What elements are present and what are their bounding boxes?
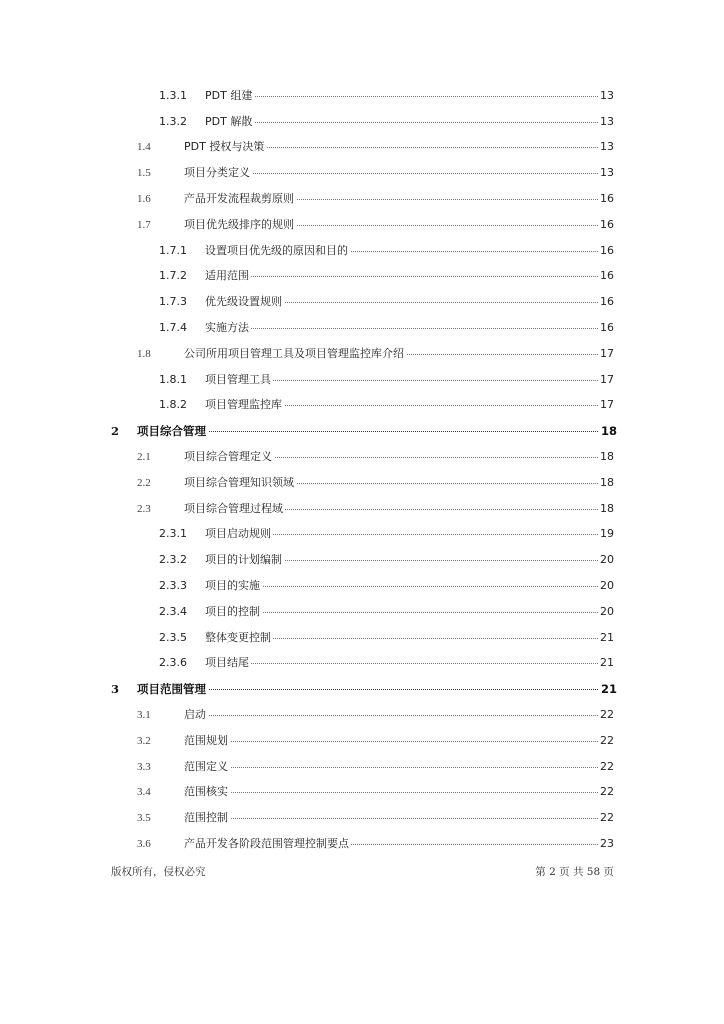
toc-entry-number: 1.7.3 <box>159 295 187 309</box>
toc-entry-title: 范围核实 <box>184 785 228 799</box>
toc-entry-page: 22 <box>600 733 614 747</box>
toc-entry-page: 16 <box>600 295 614 309</box>
toc-entry[interactable] <box>0 651 724 677</box>
toc-entry[interactable] <box>0 135 724 161</box>
toc-entry[interactable] <box>0 676 724 702</box>
toc-entry[interactable] <box>0 418 724 444</box>
toc-entry-page: 18 <box>600 450 614 464</box>
toc-dot-leader <box>150 431 606 432</box>
toc-entry-title: 项目分类定义 <box>184 166 250 180</box>
page-footer <box>0 864 724 878</box>
toc-entry-number: 1.8 <box>137 347 151 360</box>
toc-entry[interactable] <box>0 573 724 599</box>
toc-entry-number: 1.7.2 <box>159 269 187 283</box>
footer-copyright: 版权所有，侵权必究 <box>111 866 206 878</box>
toc-entry-title: 范围规划 <box>184 733 228 747</box>
toc-entry[interactable] <box>0 754 724 780</box>
toc-entry-page: 17 <box>600 372 614 386</box>
toc-entry-number: 2.3.2 <box>159 553 187 567</box>
toc-entry-title: 优先级设置规则 <box>205 295 282 309</box>
toc-entry-title: 项目的计划编制 <box>205 553 282 567</box>
toc-entry-page: 16 <box>600 217 614 231</box>
toc-entry-title: 公司所用项目管理工具及项目管理监控库介绍 <box>184 346 404 360</box>
toc-entry-page: 22 <box>600 759 614 773</box>
toc-entry-number: 2.3.5 <box>159 630 187 644</box>
toc-entry-number: 3.6 <box>137 838 151 850</box>
toc-entry-title: PDT 组建 <box>205 88 253 102</box>
toc-entry-title: PDT 授权与决策 <box>184 140 265 154</box>
toc-entry[interactable] <box>0 547 724 573</box>
toc-dot-leader <box>212 276 606 277</box>
toc-entry-title: 项目管理监控库 <box>205 398 282 412</box>
toc-entry-page: 21 <box>600 656 614 670</box>
toc-entry-page: 16 <box>600 269 614 283</box>
toc-entry-title: PDT 解散 <box>205 114 253 128</box>
toc-entry-number: 1.7 <box>137 218 151 231</box>
toc-dot-leader <box>212 96 606 97</box>
toc-entry-number: 1.3.1 <box>159 88 187 102</box>
toc-entry-title: 项目综合管理知识领域 <box>184 475 294 489</box>
toc-entry-page: 16 <box>600 321 614 335</box>
toc-entry-page: 20 <box>600 604 614 618</box>
toc-dot-leader <box>212 122 606 123</box>
toc-entry[interactable] <box>0 186 724 212</box>
toc-entry-title: 项目的控制 <box>205 604 260 618</box>
toc-entry-number: 3.3 <box>137 760 151 773</box>
toc-entry-page: 16 <box>600 243 614 257</box>
toc-entry[interactable] <box>0 238 724 264</box>
toc-entry-number: 1.7.1 <box>159 243 187 257</box>
toc-dot-leader <box>190 715 606 716</box>
toc-entry-number: 2.3.6 <box>159 656 187 670</box>
toc-entry-page: 23 <box>600 837 614 850</box>
toc-entry-number: 2.3.1 <box>159 527 187 541</box>
toc-entry-page: 19 <box>600 527 614 541</box>
toc-entry-page: 18 <box>600 424 617 439</box>
toc-entry-page: 21 <box>600 630 614 644</box>
toc-entry-page: 13 <box>600 88 614 102</box>
toc-entry-page: 17 <box>600 346 614 360</box>
toc-entry-title: 项目综合管理过程域 <box>184 501 283 515</box>
toc-entry[interactable] <box>0 444 724 470</box>
toc-entry-title: 实施方法 <box>205 321 249 335</box>
toc-entry-number: 2 <box>111 424 120 439</box>
toc-dot-leader <box>190 767 606 768</box>
toc-dot-leader <box>190 741 606 742</box>
toc-entry[interactable] <box>0 289 724 315</box>
toc-entry-title: 范围定义 <box>184 759 228 773</box>
toc-dot-leader <box>190 818 606 819</box>
toc-entry-number: 1.4 <box>137 141 151 154</box>
toc-entry-number: 2.1 <box>137 451 151 464</box>
toc-entry-number: 1.8.2 <box>159 398 187 412</box>
toc-entry[interactable] <box>0 83 724 109</box>
footer-page-number: 第 2 页 共 58 页 <box>535 866 614 878</box>
toc-entry-number: 2.2 <box>137 476 151 489</box>
toc-entry-title: 项目综合管理 <box>137 424 206 439</box>
toc-entry-title: 项目范围管理 <box>137 682 206 697</box>
toc-entry-title: 项目综合管理定义 <box>184 450 272 464</box>
toc-entry-page: 13 <box>600 140 614 154</box>
toc-entry-page: 18 <box>600 475 614 489</box>
toc-entry-number: 1.3.2 <box>159 114 187 128</box>
toc-entry[interactable] <box>0 599 724 625</box>
toc-entry-number: 3 <box>111 682 120 697</box>
toc-dot-leader <box>150 689 606 690</box>
toc-entry-title: 适用范围 <box>205 269 249 283</box>
toc-entry-title: 产品开发流程裁剪原则 <box>184 192 294 206</box>
toc-dot-leader <box>190 792 606 793</box>
toc-entry-title: 项目管理工具 <box>205 372 271 386</box>
toc-entry-page: 20 <box>600 579 614 593</box>
toc-entry-number: 1.5 <box>137 167 151 180</box>
toc-entry-page: 22 <box>600 785 614 799</box>
toc-entry[interactable] <box>0 496 724 522</box>
toc-entry-page: 17 <box>600 398 614 412</box>
toc-entry-number: 2.3 <box>137 502 151 515</box>
toc-entry[interactable] <box>0 702 724 728</box>
toc-dot-leader <box>190 173 606 174</box>
toc-dot-leader <box>212 612 606 613</box>
toc-entry-title: 项目结尾 <box>205 656 249 670</box>
toc-entry[interactable] <box>0 522 724 548</box>
toc-entry-number: 3.1 <box>137 709 151 722</box>
toc-entry-page: 13 <box>600 166 614 180</box>
toc-entry[interactable] <box>0 470 724 496</box>
toc-entry[interactable] <box>0 805 724 831</box>
toc-entry-title: 整体变更控制 <box>205 630 271 644</box>
toc-entry-title: 项目优先级排序的规则 <box>184 217 294 231</box>
toc-entry-title: 启动 <box>184 708 206 722</box>
toc-entry-number: 1.8.1 <box>159 372 187 386</box>
toc-dot-leader <box>212 328 606 329</box>
toc-entry-number: 1.6 <box>137 193 151 206</box>
toc-entry-number: 2.3.4 <box>159 604 187 618</box>
toc-entry[interactable] <box>0 109 724 135</box>
toc-entry-page: 20 <box>600 553 614 567</box>
toc-entry-title: 项目的实施 <box>205 579 260 593</box>
toc-entry[interactable] <box>0 341 724 367</box>
toc-entry-page: 21 <box>600 682 617 697</box>
toc-entry-title: 设置项目优先级的原因和目的 <box>205 243 348 257</box>
toc-entry-number: 3.4 <box>137 786 151 799</box>
toc-entry-page: 13 <box>600 114 614 128</box>
toc-entry-title: 产品开发各阶段范围管理控制要点 <box>184 837 349 850</box>
toc-entry-number: 3.2 <box>137 734 151 747</box>
toc-entry-number: 3.5 <box>137 812 151 825</box>
toc-entry[interactable] <box>0 212 724 238</box>
toc-entry-number: 1.7.4 <box>159 321 187 335</box>
toc-entry[interactable] <box>0 831 724 857</box>
toc-entry[interactable] <box>0 264 724 290</box>
toc-entry-page: 22 <box>600 708 614 722</box>
toc-entry[interactable] <box>0 367 724 393</box>
toc-entry-page: 18 <box>600 501 614 515</box>
toc-entry[interactable] <box>0 393 724 419</box>
toc-entry[interactable] <box>0 780 724 806</box>
toc-entry-number: 2.3.3 <box>159 579 187 593</box>
toc-dot-leader <box>212 663 606 664</box>
toc-entry-page: 16 <box>600 192 614 206</box>
toc-entry-title: 范围控制 <box>184 811 228 825</box>
toc-entry[interactable] <box>0 625 724 651</box>
table-of-contents <box>0 83 724 857</box>
toc-entry-page: 22 <box>600 811 614 825</box>
toc-entry[interactable] <box>0 160 724 186</box>
toc-entry[interactable] <box>0 728 724 754</box>
toc-dot-leader <box>212 586 606 587</box>
toc-entry[interactable] <box>0 315 724 341</box>
toc-entry-title: 项目启动规则 <box>205 527 271 541</box>
